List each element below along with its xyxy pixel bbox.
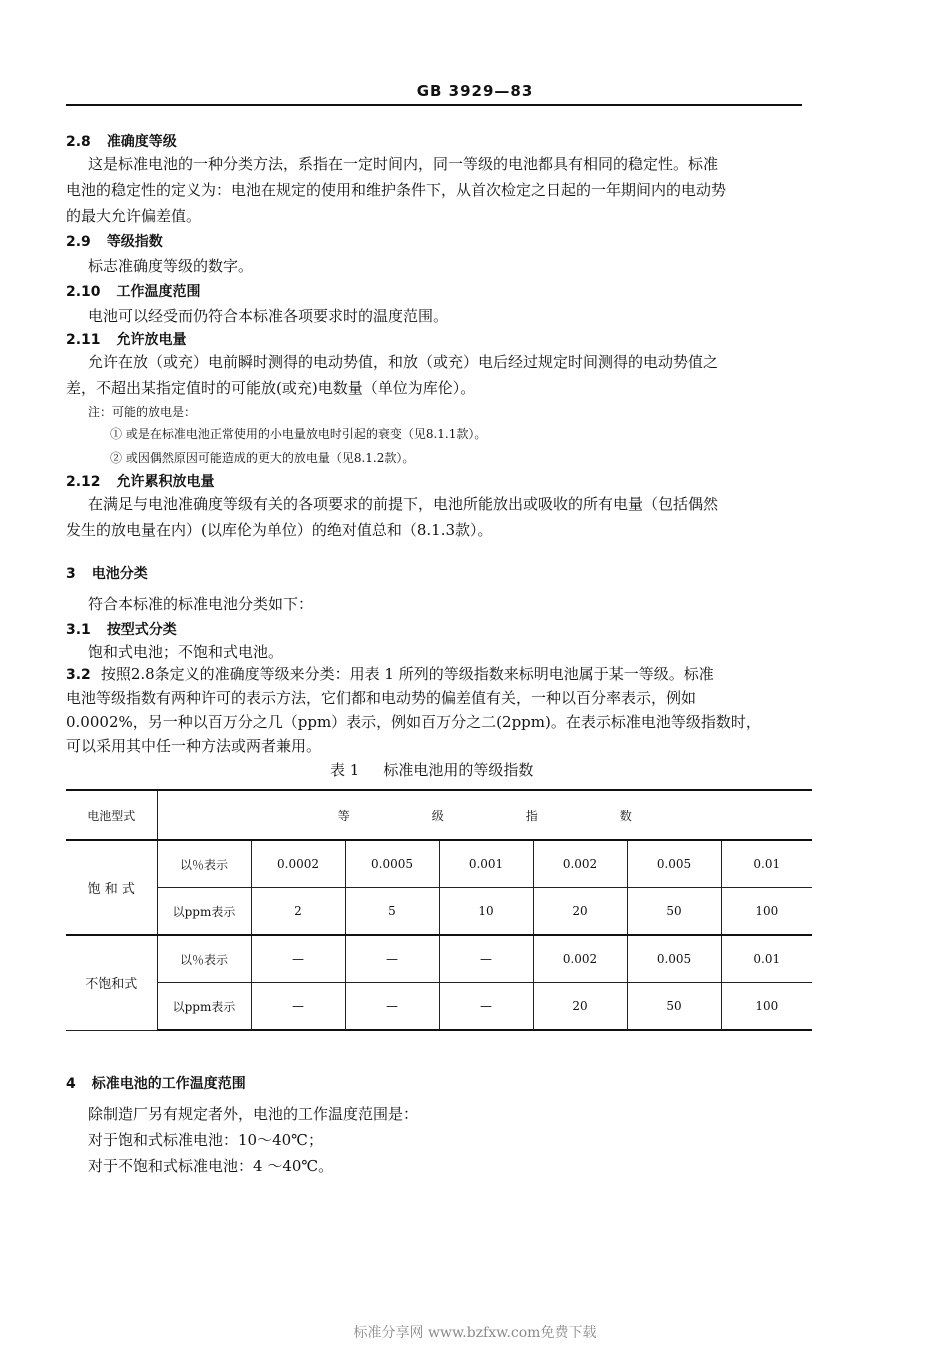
paragraph-line: 0.0002%，另一种以百万分之几（ppm）表示，例如百万分之二(2ppm)。在表示标准电池等级指数时， <box>66 713 761 731</box>
index-header-char: 等 <box>337 808 350 823</box>
heading-3 <box>66 564 148 584</box>
table-cell: 5 <box>345 888 439 936</box>
table-cell: 0.002 <box>533 935 627 983</box>
table-caption-title: 标准电池用的等级指数 <box>383 761 534 779</box>
heading-title: 准确度等级 <box>106 134 177 150</box>
heading-title: 电池分类 <box>91 566 148 582</box>
heading-title: 标准电池的工作温度范围 <box>91 1076 246 1092</box>
heading-2-11 <box>66 330 187 350</box>
heading-number: 3.1 <box>66 622 91 638</box>
heading-number: 2.11 <box>66 332 101 348</box>
table-cell: 50 <box>627 888 721 936</box>
group-label: 不饱和式 <box>66 935 157 1030</box>
table-row <box>66 983 812 1031</box>
heading-number: 2.8 <box>66 134 91 150</box>
heading-number: 2.10 <box>66 284 101 300</box>
heading-2-10 <box>66 282 201 302</box>
paragraph-line: 电池等级指数有两种许可的表示方法，它们都和电动势的偏差值有关，一种以百分率表示，例如 <box>66 689 697 707</box>
paragraph-line: 除制造厂另有规定者外，电池的工作温度范围是： <box>88 1105 419 1123</box>
table-cell: — <box>251 983 345 1031</box>
row-label: 以％表示 <box>157 840 251 888</box>
heading-3-1 <box>66 620 177 640</box>
table-cell: 10 <box>439 888 533 936</box>
paragraph-line: 符合本标准的标准电池分类如下： <box>88 595 314 613</box>
index-header-char: 数 <box>619 808 632 823</box>
heading-number: 3 <box>66 566 76 582</box>
heading-number: 4 <box>66 1076 76 1092</box>
table-cell: 0.005 <box>627 840 721 888</box>
table-cell: 0.01 <box>721 935 812 983</box>
paragraph-line: 允许在放（或充）电前瞬时测得的电动势值，和放（或充）电后经过规定时间测得的电动势值之 <box>88 353 719 371</box>
table-cell: 0.0002 <box>251 840 345 888</box>
paragraph-line: 在满足与电池准确度等级有关的各项要求的前提下，电池所能放出或吸收的所有电量（包括偶然 <box>88 495 719 513</box>
table-cell: — <box>251 935 345 983</box>
table-cell: 100 <box>721 983 812 1031</box>
heading-title: 允许放电量 <box>116 332 187 348</box>
paragraph-line: 对于饱和式标准电池：10～40℃； <box>88 1131 323 1149</box>
table-cell: 20 <box>533 888 627 936</box>
heading-2-9 <box>66 232 163 252</box>
table-cell: — <box>345 935 439 983</box>
paragraph-line: 饱和式电池；不饱和式电池。 <box>88 643 284 661</box>
table-row <box>66 935 812 983</box>
heading-4 <box>66 1074 246 1094</box>
table-cell: 20 <box>533 983 627 1031</box>
table-cell: 0.002 <box>533 840 627 888</box>
table-cell: 100 <box>721 888 812 936</box>
table-cell: — <box>439 983 533 1031</box>
heading-number: 2.9 <box>66 234 91 250</box>
table-cell: 50 <box>627 983 721 1031</box>
paragraph-line: 电池的稳定性的定义为：电池在规定的使用和维护条件下，从首次检定之日起的一年期间内的电动势 <box>66 181 727 199</box>
table-cell: 0.001 <box>439 840 533 888</box>
grade-index-table <box>66 789 812 1031</box>
paragraph-line: 按照2.8条定义的准确度等级来分类：用表 1 所列的等级指数来标明电池属于某一等级。标准 <box>100 665 714 683</box>
index-header-char: 级 <box>431 808 444 823</box>
heading-number: 2.12 <box>66 474 101 490</box>
paragraph-line: 发生的放电量在内）(以库伦为单位）的绝对值总和（8.1.3款）。 <box>66 521 493 539</box>
table-caption <box>330 760 533 780</box>
table-row <box>66 840 812 888</box>
table-cell: 0.0005 <box>345 840 439 888</box>
table-cell: — <box>439 935 533 983</box>
table-row <box>66 888 812 936</box>
column-header-type: 电池型式 <box>66 790 157 840</box>
paragraph-3-2-first <box>66 664 714 685</box>
index-header-char: 指 <box>525 808 538 823</box>
paragraph-line: 这是标准电池的一种分类方法，系指在一定时间内，同一等级的电池都具有相同的稳定性。标准 <box>88 155 719 173</box>
paragraph-line: 标志准确度等级的数字。 <box>88 257 254 275</box>
table-cell: 0.005 <box>627 935 721 983</box>
table-cell: — <box>345 983 439 1031</box>
paragraph-line: 电池可以经受而仍符合本标准各项要求时的温度范围。 <box>88 307 449 325</box>
row-label: 以ppm表示 <box>157 888 251 936</box>
column-header-index <box>157 790 812 840</box>
note-item: ① 或是在标准电池正常使用的小电量放电时引起的衰变（见8.1.1款）。 <box>110 427 487 441</box>
heading-title: 等级指数 <box>106 234 163 250</box>
heading-2-12 <box>66 472 215 492</box>
paragraph-line: 可以采用其中任一种方法或两者兼用。 <box>66 737 322 755</box>
note-item: ② 或因偶然原因可能造成的更大的放电量（见8.1.2款）。 <box>110 451 415 465</box>
row-label: 以ppm表示 <box>157 983 251 1031</box>
table-caption-number: 表 1 <box>330 761 360 779</box>
page-header-code: GB 3929—83 <box>416 82 534 100</box>
note-label: 注：可能的放电是： <box>88 405 197 419</box>
paragraph-line: 差，不超出某指定值时的可能放(或充)电数量（单位为库伦）。 <box>66 379 476 397</box>
group-label: 饱 和 式 <box>66 840 157 935</box>
row-label: 以％表示 <box>157 935 251 983</box>
paragraph-line: 对于不饱和式标准电池：4 ～40℃。 <box>88 1157 334 1175</box>
header-rule <box>66 104 802 106</box>
table-cell: 2 <box>251 888 345 936</box>
heading-number: 3.2 <box>66 667 91 683</box>
heading-title: 按型式分类 <box>106 622 177 638</box>
heading-title: 工作温度范围 <box>116 284 201 300</box>
heading-2-8 <box>66 132 177 152</box>
footer-watermark: 标准分享网 www.bzfxw.com免费下载 <box>353 1325 597 1341</box>
heading-title: 允许累积放电量 <box>116 474 215 490</box>
paragraph-line: 的最大允许偏差值。 <box>66 207 202 225</box>
table-cell: 0.01 <box>721 840 812 888</box>
